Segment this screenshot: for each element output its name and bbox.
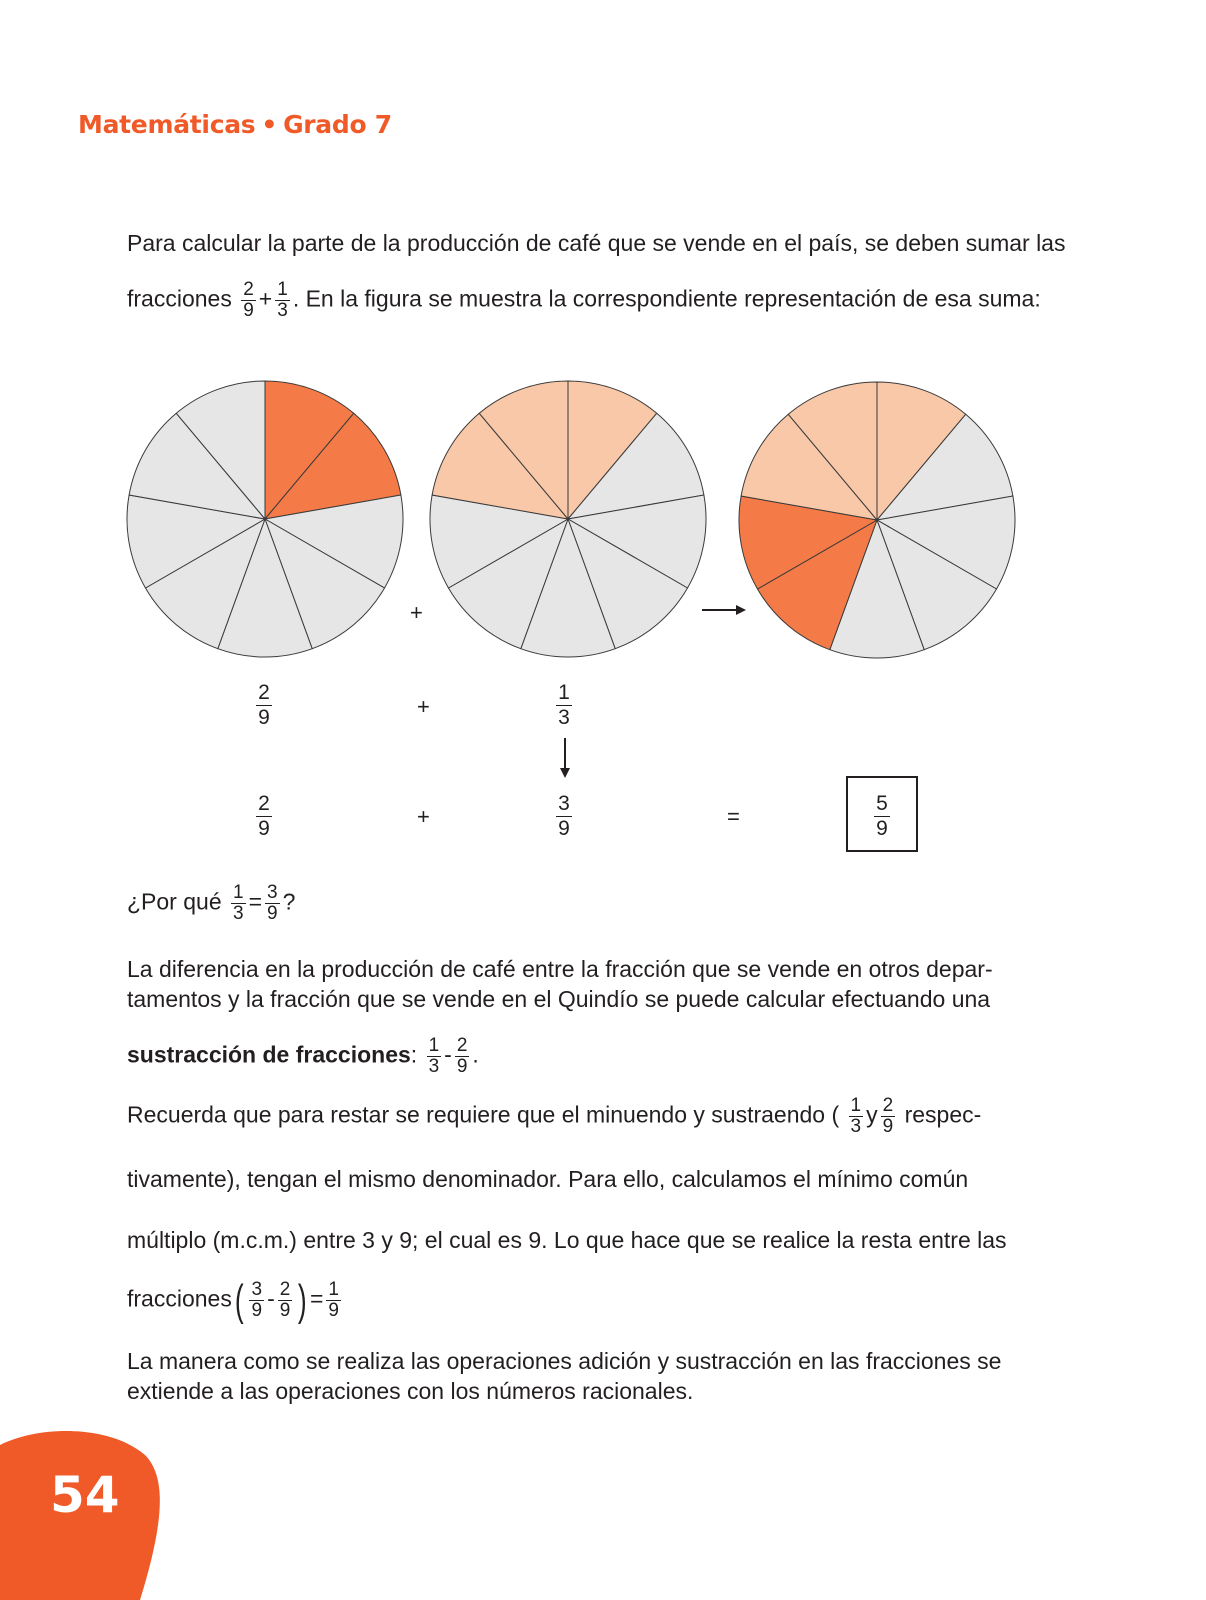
fraction-2-9 <box>455 1036 470 1077</box>
frac-den: 9 <box>267 903 278 924</box>
frac-num: 1 <box>558 681 570 704</box>
para2-line-3 <box>127 1036 1127 1077</box>
question-line <box>127 883 1127 924</box>
para4-line-2: extiende a las operaciones con los números racionales. <box>127 1378 694 1404</box>
pie-circle-3 <box>739 382 1015 658</box>
frac-num: 1 <box>428 1035 440 1056</box>
frac-num: 2 <box>279 1279 291 1300</box>
frac-den: 9 <box>243 300 254 321</box>
frac-den: 9 <box>279 1300 291 1321</box>
frac-den: 9 <box>256 816 272 841</box>
frac-num: 2 <box>882 1095 894 1116</box>
plus-sign: + <box>258 285 273 312</box>
frac-num: 3 <box>558 792 570 815</box>
bold-term: sustracción de fracciones <box>127 1041 411 1068</box>
frac-den: 9 <box>251 1300 263 1321</box>
frac-den: 9 <box>328 1300 339 1321</box>
fraction-3-9 <box>249 1280 264 1321</box>
frac-den: 3 <box>277 300 288 321</box>
eq1-fraction-b <box>549 681 579 730</box>
pie-circle-1 <box>127 381 403 657</box>
right-paren: ) <box>298 1275 308 1325</box>
equals-sign: = <box>309 1285 324 1312</box>
frac-num: 2 <box>258 681 270 704</box>
question-mark: ? <box>282 888 296 915</box>
frac-num: 1 <box>277 279 288 300</box>
pie-circle-2 <box>430 381 706 657</box>
fraction-1-3 <box>231 883 246 924</box>
fraction-1-3 <box>427 1036 442 1077</box>
figure-plus-sign: + <box>410 600 423 625</box>
fraction-2-9 <box>881 1096 896 1137</box>
header-subject: Matemáticas <box>78 110 256 139</box>
period: . <box>472 1041 479 1068</box>
fracciones-text: fracciones <box>127 1285 232 1312</box>
frac-num: 2 <box>258 792 270 815</box>
pie-figure <box>0 0 1206 700</box>
fraction-1-9 <box>326 1280 341 1321</box>
frac-num: 5 <box>876 792 888 815</box>
frac-den: 3 <box>850 1116 862 1137</box>
header-grade: Grado 7 <box>283 110 392 139</box>
eq2-plus: + <box>417 804 430 829</box>
frac-num: 2 <box>243 279 254 300</box>
eq1-fraction-a <box>249 681 279 730</box>
frac-den: 3 <box>556 705 572 730</box>
minus-sign: - <box>444 1041 452 1068</box>
para3-line-4 <box>127 1275 1127 1325</box>
frac-num: 1 <box>850 1095 862 1116</box>
colon: : <box>410 1041 418 1068</box>
question-text: ¿Por qué <box>127 888 222 915</box>
para3-respec: respec- <box>904 1101 982 1128</box>
intro-fracciones-text: fracciones <box>127 285 232 312</box>
eq2-result-fraction <box>867 792 897 841</box>
para3-text: Recuerda que para restar se requiere que el minuendo y sustraendo ( <box>127 1101 840 1128</box>
frac-den: 9 <box>456 1056 468 1077</box>
page-number: 54 <box>50 1466 120 1524</box>
frac-den: 9 <box>556 816 572 841</box>
para3-line-2: tivamente), tengan el mismo denominador. Para ello, calculamos el mínimo común <box>127 1166 969 1192</box>
frac-num: 3 <box>267 882 278 903</box>
para2-line-1: La diferencia en la producción de café entre la fracción que se vende en otros depar- <box>127 956 993 982</box>
para2-line-2: tamentos y la fracción que se vende en el Quindío se puede calcular efectuando una <box>127 986 991 1012</box>
equals-sign: = <box>248 888 263 915</box>
para3-line-3: múltiplo (m.c.m.) entre 3 y 9; el cual es 9. Lo que hace que se realice la resta entre las <box>127 1227 1007 1253</box>
fraction-2-9 <box>278 1280 293 1321</box>
fraction-3-9 <box>265 883 280 924</box>
frac-num: 3 <box>251 1279 263 1300</box>
eq2-fraction-b <box>549 792 579 841</box>
minus-sign: - <box>267 1285 275 1312</box>
arrow-down-icon <box>557 738 573 780</box>
header-separator: • <box>261 110 278 139</box>
eq1-plus: + <box>417 694 430 719</box>
frac-den: 3 <box>428 1056 440 1077</box>
arrow-right-icon <box>702 602 746 618</box>
frac-num: 2 <box>456 1035 468 1056</box>
frac-den: 3 <box>233 903 244 924</box>
intro-line-1: Para calcular la parte de la producción de café que se vende en el país, se deben sumar las <box>127 230 1066 256</box>
frac-den: 9 <box>882 1116 894 1137</box>
para4-line-1: La manera como se realiza las operaciones adición y sustracción en las fracciones se <box>127 1348 1002 1374</box>
frac-den: 9 <box>874 816 890 841</box>
intro-post-text: . En la figura se muestra la correspondiente representación de esa suma: <box>292 285 1041 312</box>
eq2-equals: = <box>727 804 740 829</box>
eq2-fraction-a <box>249 792 279 841</box>
left-paren: ( <box>234 1275 244 1325</box>
para3-line-1 <box>127 1096 1127 1137</box>
fraction-1-3 <box>849 1096 864 1137</box>
frac-num: 1 <box>233 882 244 903</box>
frac-den: 9 <box>256 705 272 730</box>
frac-num: 1 <box>328 1279 339 1300</box>
y-text: y <box>866 1101 878 1128</box>
